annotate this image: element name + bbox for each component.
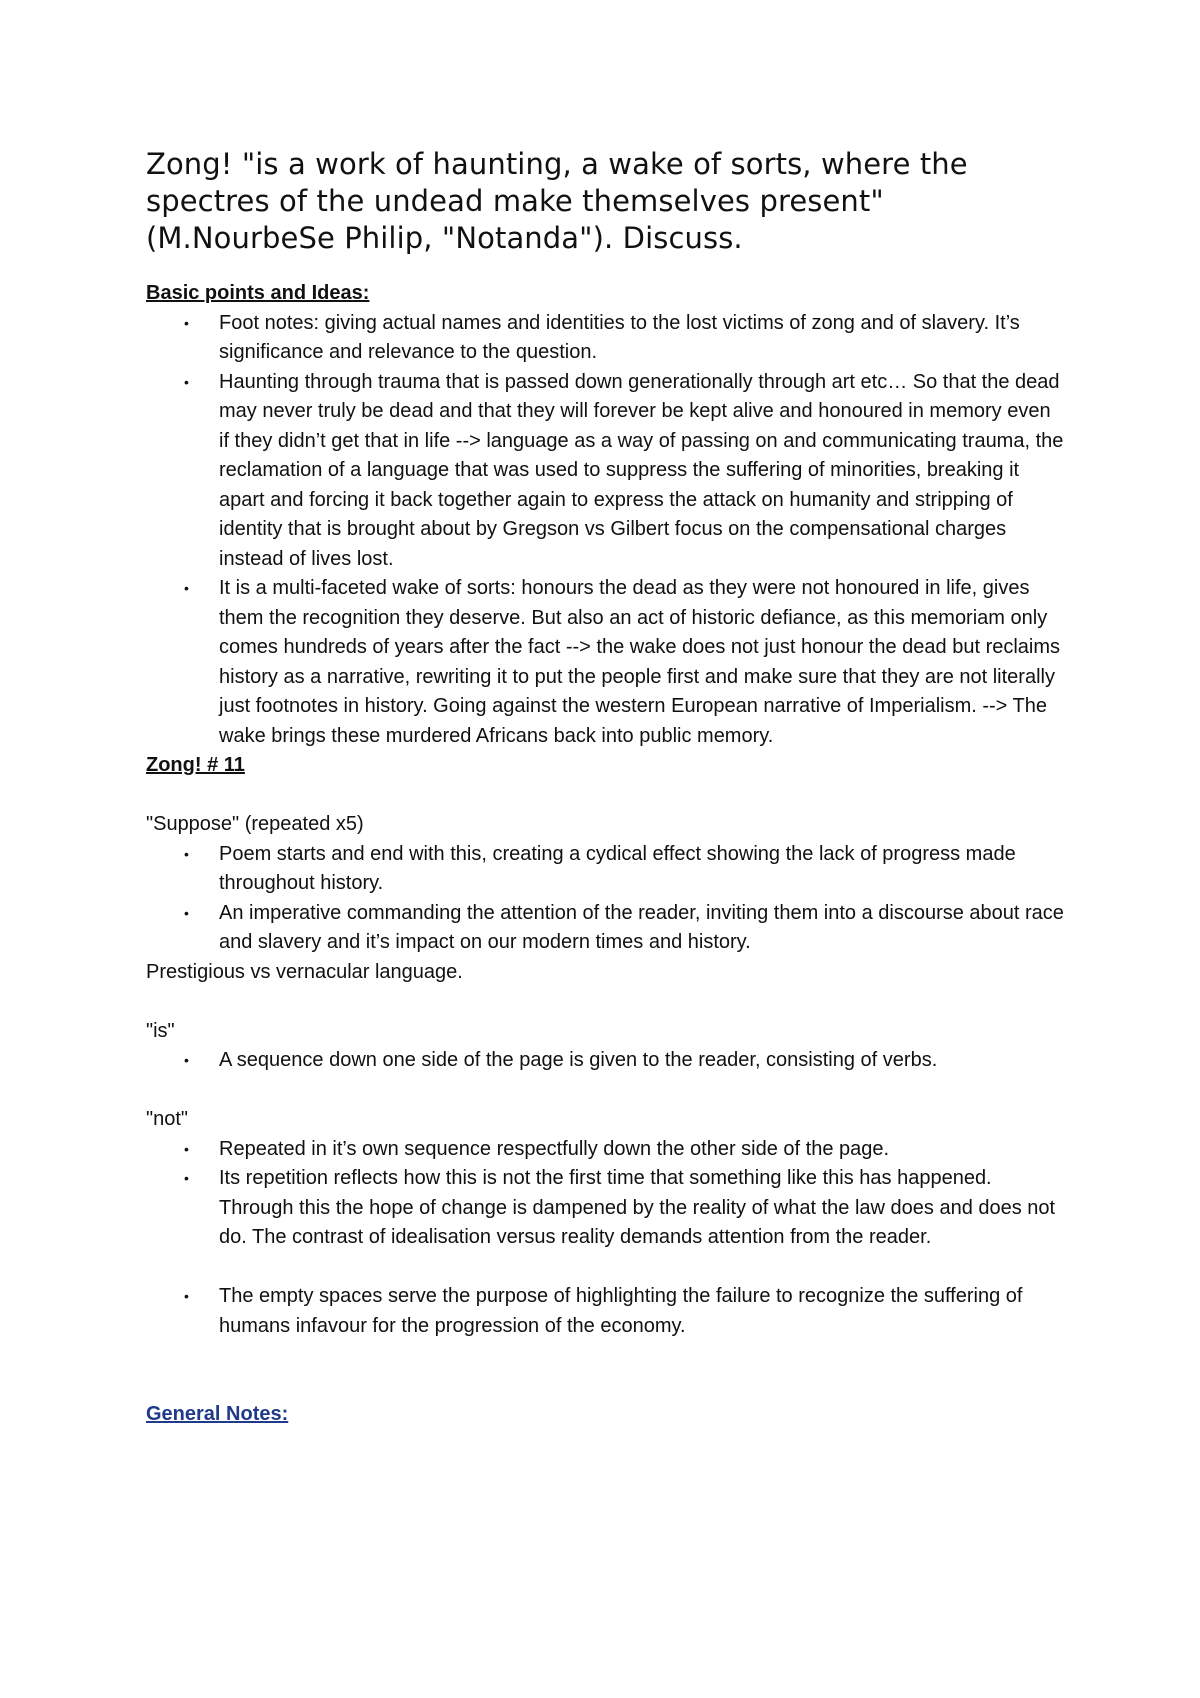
spacer: [146, 1371, 1066, 1401]
spacer: [146, 1253, 1066, 1283]
list-item: [146, 309, 1066, 368]
not-list: [146, 1135, 1066, 1253]
list-item: [146, 1164, 1066, 1253]
document-page: [146, 146, 1066, 1430]
suppose-label: "Suppose" (repeated x5): [146, 813, 364, 835]
heading-zong-11: Zong! # 11: [146, 754, 245, 776]
list-item-text: Its repetition reflects how this is not the first time that something like this has happened. Through this the hope of change is dampened by the reality of what the law does and does not do. The contrast of idealisation versus reality demands attention from the reader.: [219, 1167, 1056, 1248]
list-item-text: Repeated in it’s own sequence respectfully down the other side of the page.: [219, 1137, 890, 1160]
list-item-text: A sequence down one side of the page is given to the reader, consisting of verbs.: [219, 1049, 938, 1071]
heading-general-notes: General Notes:: [146, 1403, 289, 1425]
suppose-list: [146, 840, 1066, 958]
list-item: [146, 574, 1066, 751]
bullet-icon: •: [184, 580, 189, 596]
list-item: [146, 899, 1066, 958]
document-title: Zong! "is a work of haunting, a wake of sorts, where the spectres of the undead make themselves present"(M.NourbeSe Philip, "Notanda"). Discuss.: [146, 147, 968, 255]
list-item: [146, 1135, 1066, 1165]
bullet-icon: •: [184, 1288, 189, 1304]
bullet-icon: •: [184, 1052, 189, 1068]
prestigious-note: Prestigious vs vernacular language.: [146, 960, 463, 983]
bullet-icon: •: [184, 1140, 189, 1157]
list-item-text: It is a multi-faceted wake of sorts: honours the dead as they were not honoured in life, gives them the recognition they deserve. But also an act of historic defiance, as this memoriam only comes hundreds of years after the fact --> the wake does not just honour the dead but reclaims history as a narrative, rewriting it to put the people first and make sure that they are not literally just footnotes in history. Going against the western European narrative of Imperialism. --> The wake brings these murdered Africans back into public memory.: [219, 577, 1061, 747]
bullet-icon: •: [184, 373, 189, 390]
spacer: [146, 781, 1066, 811]
list-item-text: Foot notes: giving actual names and identities to the lost victims of zong and of slavery. It’s significance and relevance to the question.: [219, 311, 1020, 363]
bullet-icon: •: [184, 314, 189, 331]
list-item-text: An imperative commanding the attention of the reader, inviting them into a discourse about race and slavery and it’s impact on our modern times and history.: [219, 901, 1064, 953]
list-item: [146, 840, 1066, 899]
spacer: [146, 1341, 1066, 1371]
list-item: [146, 368, 1066, 575]
heading-basic-points: Basic points and Ideas:: [146, 282, 370, 304]
list-item: [146, 1282, 1066, 1341]
bullet-icon: •: [184, 1170, 189, 1186]
bullet-icon: •: [184, 904, 189, 921]
basic-points-list: [146, 309, 1066, 752]
spacer: [146, 987, 1066, 1017]
list-item: [146, 1046, 1066, 1076]
list-item-text: Haunting through trauma that is passed down generationally through art etc… So that the dead may never truly be dead and that they will forever be kept alive and honoured in memory even if they didn’t get that in life --> language as a way of passing on and communicating trauma, the reclamation of a language that was used to suppress the suffering of minorities, breaking it apart and forcing it back together again to express the attack on humanity and stripping of identity that is brought about by Gregson vs Gilbert focus on the compensational charges instead of lives lost.: [219, 370, 1064, 570]
not-label: "not": [146, 1108, 189, 1130]
is-label: "is": [146, 1019, 175, 1042]
list-item-text: The empty spaces serve the purpose of highlighting the failure to recognize the suffering of humans infavour for the progression of the economy.: [219, 1285, 1023, 1337]
not-list-continued: [146, 1282, 1066, 1341]
is-list: [146, 1046, 1066, 1076]
list-item-text: Poem starts and end with this, creating a cydical effect showing the lack of progress made throughout history.: [219, 842, 1016, 894]
bullet-icon: •: [184, 845, 189, 862]
spacer: [146, 1076, 1066, 1106]
